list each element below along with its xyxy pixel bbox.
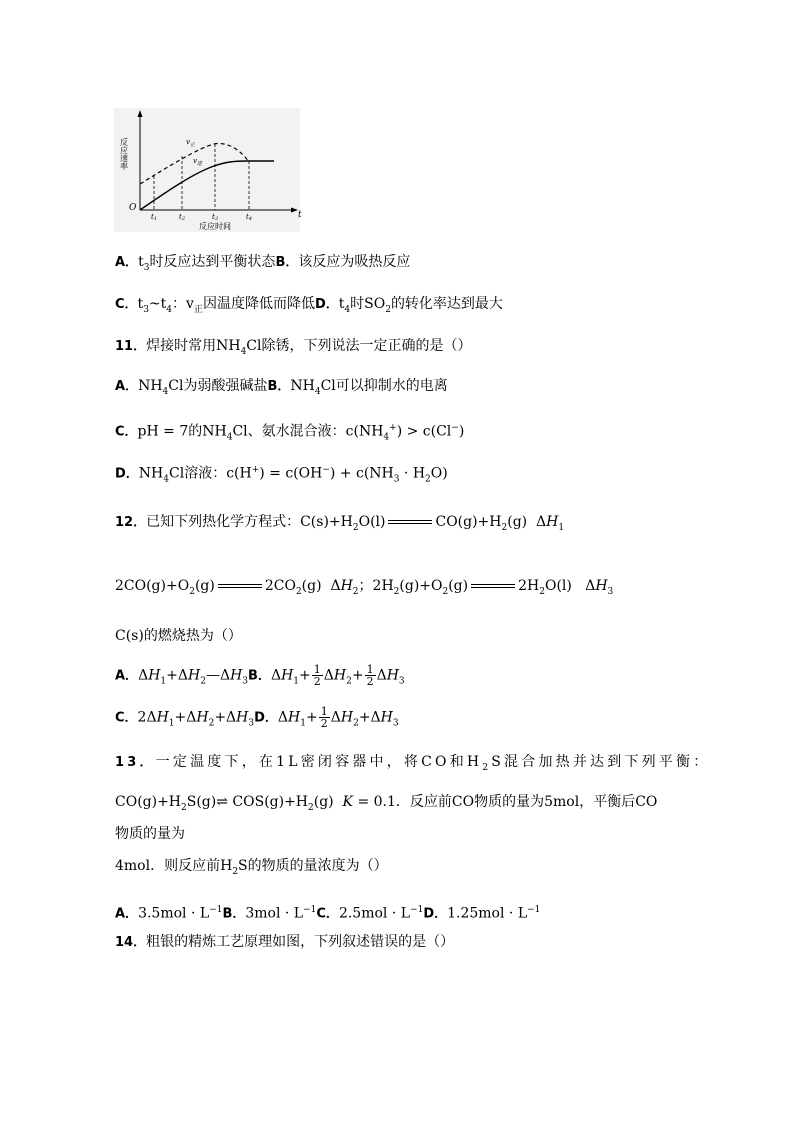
q11-stem: 11．焊接时常用$NH_4Cl$除锈，下列说法一定正确的是（） [115,338,472,357]
tick-t1: t1 [151,213,158,222]
tick-t3: t3 [212,213,219,222]
q12-options-ab: A．$\Delta H_1+\Delta H_2—\Delta H_3B$．$\Delta H_1+$ $\frac{1}{2}$ $\Delta H_2+$ $\frac{1}{2}$ $\Delta H_3$ [115,663,405,688]
x-axis-end-label: t [298,210,302,220]
q12-equations: $2CO(g)+O_2(g)$ $2CO_2(g)$ $\Delta H_2$；$2H_2(g)+O_2(g)$ $2H_2O(l)$ $\Delta H_3$ [115,578,614,597]
q13-equation: $CO(g)+H_2S(g)\rightleftharpoons$ $COS(g)+H_2(g) K = 0.1$．反应前CO物质的量为5mol，平衡后CO [115,794,658,813]
q13-line3: 物质的量为 [115,826,185,842]
q10-options-cd: C．$t_3\sim t_4$：$v_正$因温度降低而降低D．$t_4$时$SO_2$的转化率达到最大 [115,296,503,315]
q10-options-ab: A．$t_3$时反应达到平衡状态B．该反应为吸热反应 [115,254,411,273]
q12-stem: 12．已知下列热化学方程式：$C(s)+H_2O(l)$ $CO(g)+H_2(g)$ $\Delta H_1$ [115,514,565,533]
rate-time-graph [114,108,300,232]
q11-option-c: C．pH = 7的$NH_4Cl$、氨水混合液：$c(NH_4^+) > c(Cl^-)$ [115,423,465,443]
q14-stem: 14．粗银的精炼工艺原理如图，下列叙述错误的是（） [115,934,455,950]
q11-options-ab: A．$NH_4Cl$为弱酸强碱盐B．$NH_4Cl$可以抑制水的电离 [115,378,448,397]
v-forward-label: $v_正$ [186,138,195,148]
q13-stem: 13．一定温度下，在1L密闭容器中，将CO和$H_2S$混合加热并达到下列平衡： [115,754,711,773]
q13-line4: 4mol．则反应前$H_2S$的物质的量浓度为（） [115,858,388,877]
q11-option-d: D．$NH_4Cl$溶液：$c(H^+) = c(OH^-) + c(NH_3 \cdot H_2O)$ [115,465,448,485]
q12-question: C(s)的燃烧热为（） [115,628,242,644]
origin-label: O [129,203,137,213]
tick-t2: t2 [179,213,186,222]
tick-t4: t4 [246,213,253,222]
q13-options: A．$3.5mol \cdot L^{-1}B$．$3mol \cdot L^{-1}C$．$2.5mol \cdot L^{-1}D$．$1.25mol \cdot L^{-1}$ [115,905,541,922]
x-axis-label: 反应时间 [199,222,231,231]
y-axis-label: 反应速率 [119,138,129,170]
v-reverse-label: $v_逆$ [193,157,202,167]
q12-options-cd: C．$2\Delta H_1+\Delta H_2+\Delta H_3D$．$\Delta H_1+$ $\frac{1}{2}$ $\Delta H_2+\Delta H_3$ [115,705,399,730]
